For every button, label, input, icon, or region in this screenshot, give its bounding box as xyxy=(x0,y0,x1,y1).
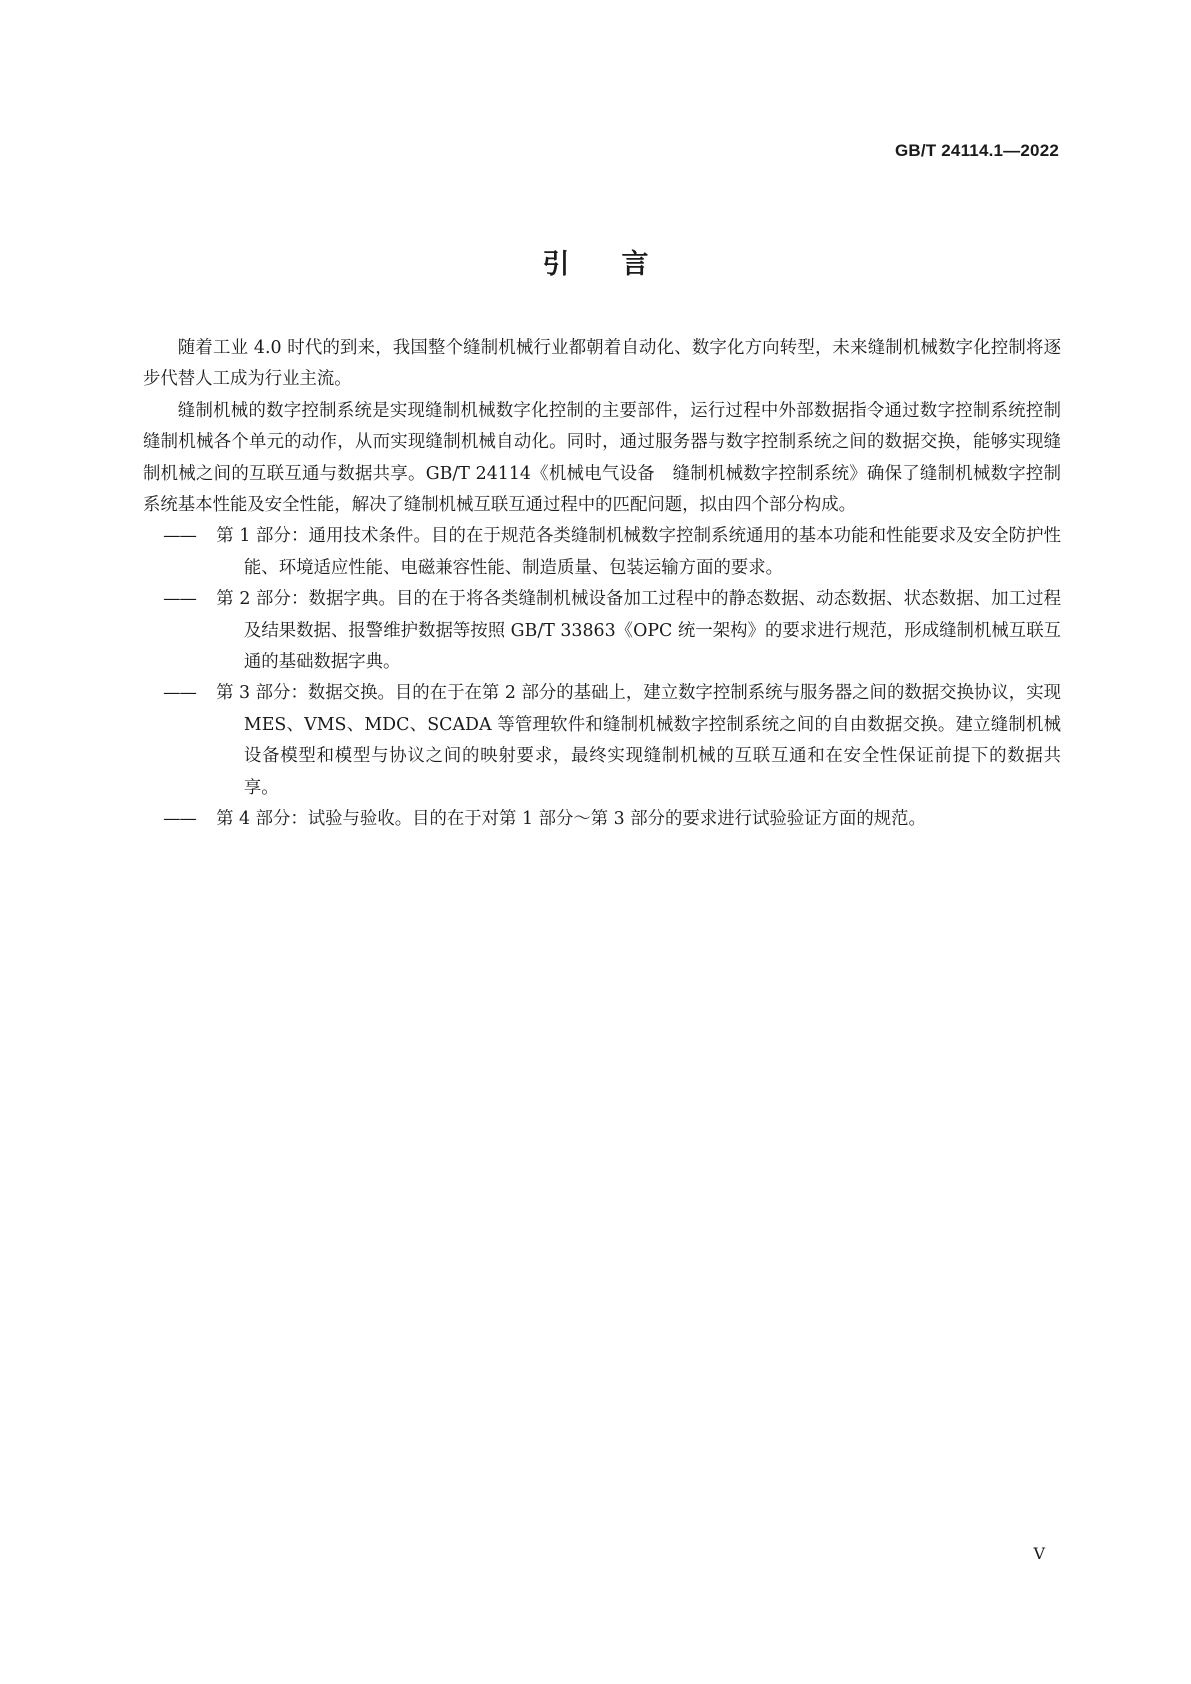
list-item xyxy=(143,678,1061,804)
paragraph: 缝制机械的数字控制系统是实现缝制机械数字化控制的主要部件，运行过程中外部数据指令通过数字控制系统控制缝制机械各个单元的动作，从而实现缝制机械自动化。同时，通过服务器与数字控制系统之间的数据交换，能够实现缝制机械之间的互联互通与数据共享。GB/T 24114《机械电气设备 缝制机械数字控制系统》确保了缝制机械数字控制系统基本性能及安全性能，解决了缝制机械互联互通过程中的匹配问题，拟由四个部分构成。 xyxy=(143,400,1061,516)
document-body xyxy=(143,333,1061,836)
list-dash: —— xyxy=(163,526,196,547)
list-item xyxy=(143,521,1061,584)
list-item-text: 第 3 部分：数据交换。目的在于在第 2 部分的基础上，建立数字控制系统与服务器之间的数据交换协议，实现 MES、VMS、MDC、SCADA 等管理软件和缝制机械数字控制系统之间的自由数据交换。建立缝制机械设备模型和模型与协议之间的映射要求，最终实现缝制机械的互联互通和在安全性保证前提下的数据共享。 xyxy=(216,683,1061,798)
page-title: 引言 xyxy=(542,249,701,280)
standard-number: GB/T 24114.1—2022 xyxy=(894,141,1059,160)
list-dash: —— xyxy=(163,683,196,704)
list-item xyxy=(143,584,1061,678)
list-item-text: 第 4 部分：试验与验收。目的在于对第 1 部分～第 3 部分的要求进行试验验证方面的规范。 xyxy=(216,809,926,830)
list-item-text: 第 2 部分：数据字典。目的在于将各类缝制机械设备加工过程中的静态数据、动态数据、状态数据、加工过程及结果数据、报警维护数据等按照 GB/T 33863《OPC 统一架构》的要求进行规范，形成缝制机械互联互通的基础数据字典。 xyxy=(216,589,1061,673)
page-number: V xyxy=(1033,1544,1045,1563)
list-dash: —— xyxy=(163,589,196,610)
list-dash: —— xyxy=(163,809,196,830)
list-item xyxy=(143,804,1061,835)
list-item-text: 第 1 部分：通用技术条件。目的在于规范各类缝制机械数字控制系统通用的基本功能和性能要求及安全防护性能、环境适应性能、电磁兼容性能、制造质量、包装运输方面的要求。 xyxy=(216,526,1061,578)
paragraph: 随着工业 4.0 时代的到来，我国整个缝制机械行业都朝着自动化、数字化方向转型，未来缝制机械数字化控制将逐步代替人工成为行业主流。 xyxy=(143,338,1061,390)
